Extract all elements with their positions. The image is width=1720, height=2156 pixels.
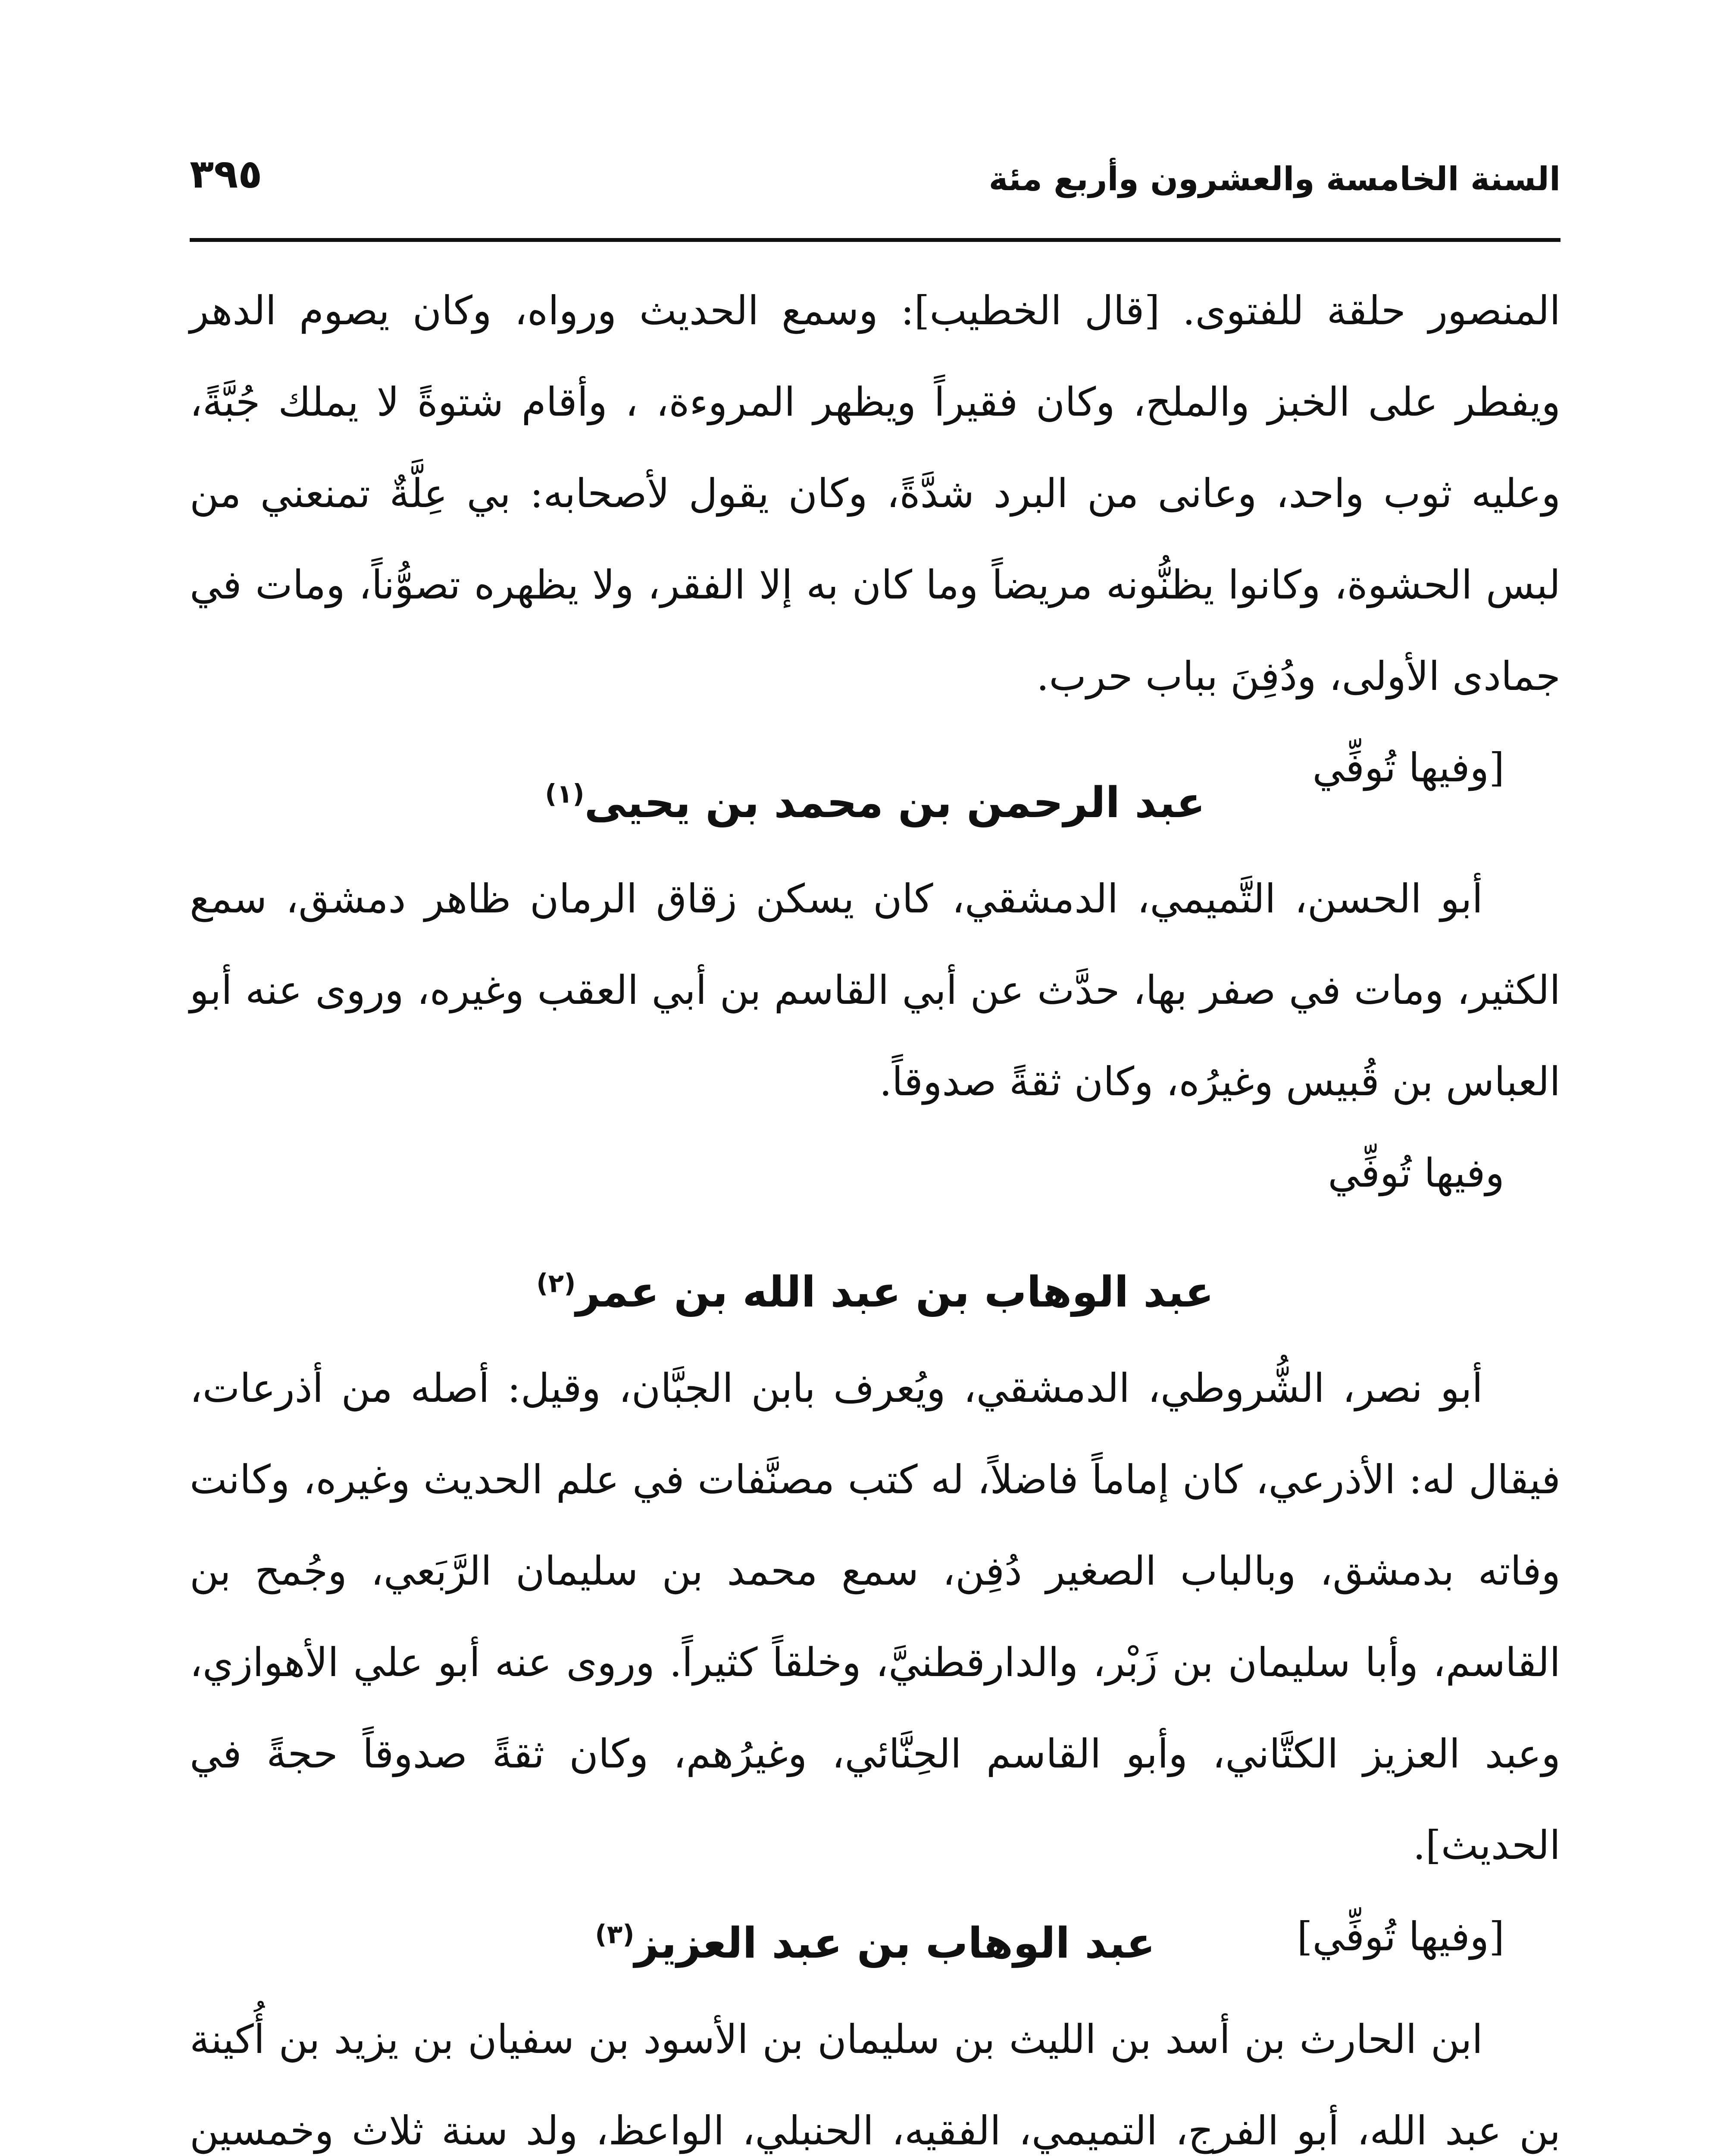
biography-heading: [190, 1268, 1561, 1317]
biography-paragraph: ابن الحارث بن أسد بن الليث بن سليمان بن الأسود بن سفيان بن يزيد بن أُكينة بن عبد الله، أبو الفرج، التميمي، الفقيه، الحنبلي، الواعظ، ولد سنة ثلاث وخمسين: [190, 2016, 1561, 2154]
biography-heading: [190, 778, 1561, 827]
biography-heading: [190, 1919, 1561, 1968]
heading-text: عبد الوهاب بن عبد الله بن عمر: [575, 1268, 1214, 1317]
heading-text: عبد الرحمن بن محمد بن يحيى: [584, 778, 1205, 827]
section-continuation: [190, 265, 1561, 814]
biography-closing: [وفيها تُوفِّي]: [1297, 1914, 1504, 1960]
footnote-reference: (٢): [536, 1268, 576, 1299]
biography-paragraph: أبو الحسن، التَّميمي، الدمشقي، كان يسكن زقاق الرمان ظاهر دمشق، سمع الكثير، ومات في صفر بها، حدَّث عن أبي القاسم بن أبي العقب وغيره، وروى عنه أبو العباس بن قُبيس وغيرُه، وكان ثقةً صدوقاً.: [190, 876, 1561, 1105]
biography-3: [190, 1919, 1561, 2156]
biography-paragraph: أبو نصر، الشُّروطي، الدمشقي، ويُعرف بابن الجبَّان، وقيل: أصله من أذرعات، فيقال له: الأذرعي، كان إماماً فاضلاً، له كتب مصنَّفات في علم الحديث وغيره، وكانت وفاته بدمشق، وبالباب الصغير دُفِن، سمع محمد بن سليمان الرَّبَعي، وجُمح بن القاسم، وأبا سليمان بن زَبْر، والدارقطنيَّ، وخلقاً كثيراً. وروى عنه أبو علي الأهوازي، وعبد العزيز الكتَّاني، وأبو القاسم الحِنَّائي، وغيرُهم، وكان ثقةً صدوقاً حجةً في الحديث].: [190, 1365, 1561, 1868]
heading-text: عبد الوهاب بن عبد العزيز: [634, 1919, 1155, 1968]
page-number: ٣٩٥: [190, 151, 263, 197]
continuation-paragraph: المنصور حلقة للفتوى. [قال الخطيب]: وسمع الحديث ورواه، وكان يصوم الدهر ويفطر على الخبز والملح، وكان فقيراً ويظهر المروءة، ، وأقام شتوةً لا يملك جُبَّةً، وعليه ثوب واحد، وعانى من البرد شدَّةً، وكان يقول لأصحابه: بي عِلَّةٌ تمنعني من لبس الحشوة، وكانوا يظنُّونه مريضاً وما كان به إلا الفقر، ولا يظهره تصوُّناً، ومات في جمادى الأولى، ودُفِنَ بباب حرب.: [190, 288, 1561, 699]
page-header: [190, 142, 1561, 233]
footnote-reference: (٣): [595, 1919, 635, 1950]
biography-closing: وفيها تُوفِّي: [1328, 1150, 1504, 1196]
biography-1: [190, 778, 1561, 1219]
footnote-reference: (١): [545, 779, 585, 809]
running-title: السنة الخامسة والعشرون وأربع مئة: [988, 160, 1561, 198]
header-rule: [190, 238, 1561, 242]
continuation-closing: [وفيها تُوفِّي: [1312, 745, 1504, 791]
biography-2: [190, 1268, 1561, 1983]
